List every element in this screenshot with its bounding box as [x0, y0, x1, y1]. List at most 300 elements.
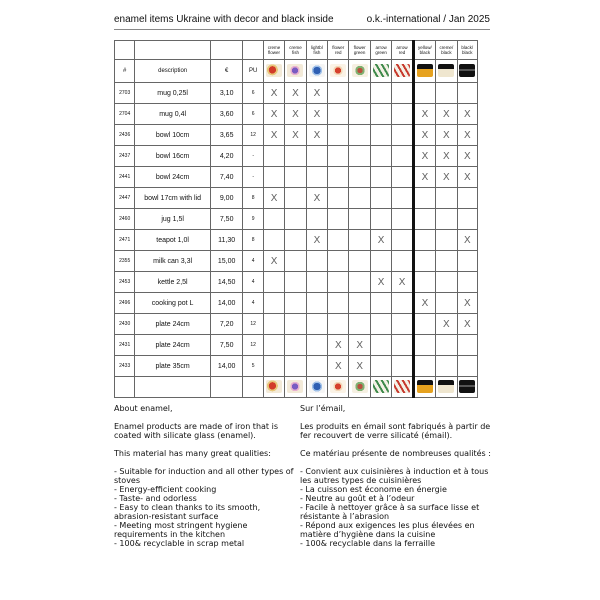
decor-swatch-cell [263, 60, 284, 83]
creme-black-swatch-icon [438, 380, 454, 393]
item-pu: 8 [243, 188, 263, 209]
availability-cell [457, 356, 477, 377]
available-mark: X [313, 129, 321, 141]
quality-list-item: - Neutre au goût et à l’odeur [300, 494, 415, 503]
item-number: 2437 [115, 146, 135, 167]
fr-qualities-list [300, 467, 492, 548]
decor-name-line2: black [462, 50, 473, 55]
availability-cell [392, 230, 413, 251]
availability-cell [392, 356, 413, 377]
item-price: 3,60 [210, 104, 243, 125]
decor-name-line2: flower [268, 50, 281, 55]
availability-cell [349, 167, 370, 188]
item-description: cooking pot L [135, 293, 210, 314]
availability-cell [285, 209, 306, 230]
availability-cell [436, 251, 457, 272]
availability-cell [413, 293, 435, 314]
table-row [115, 335, 478, 356]
availability-cell [392, 335, 413, 356]
table-row [115, 167, 478, 188]
availability-cell [306, 188, 327, 209]
available-mark: X [442, 108, 450, 120]
item-pu: 12 [243, 335, 263, 356]
item-description: mug 0,4l [135, 104, 210, 125]
availability-cell [370, 188, 391, 209]
table-row [115, 356, 478, 377]
decor-name-line1: creme [289, 45, 302, 50]
item-pu: - [243, 146, 263, 167]
decor-name-line1: black/ [461, 45, 474, 50]
availability-cell [349, 104, 370, 125]
item-pu: 4 [243, 251, 263, 272]
creme-flower-swatch-icon [266, 380, 282, 393]
available-mark: X [463, 318, 471, 330]
decor-name-line1: arrow [375, 45, 387, 50]
flower-green-swatch-icon [352, 64, 368, 77]
available-mark: X [313, 108, 321, 120]
availability-cell [328, 209, 349, 230]
availability-cell [285, 104, 306, 125]
decor-name-line2: green [353, 50, 366, 55]
availability-cell [457, 104, 477, 125]
item-price: 14,00 [210, 356, 243, 377]
availability-cell [436, 314, 457, 335]
decor-swatch-cell [285, 60, 306, 83]
flower-green-swatch-icon [352, 380, 368, 393]
col-header-price: € [210, 60, 243, 83]
availability-cell [457, 230, 477, 251]
availability-cell [306, 272, 327, 293]
availability-cell [436, 335, 457, 356]
availability-cell [263, 293, 284, 314]
availability-cell [263, 83, 284, 104]
available-mark: X [421, 171, 429, 183]
item-number: 2433 [115, 356, 135, 377]
available-mark: X [463, 234, 471, 246]
availability-cell [328, 125, 349, 146]
available-mark: X [313, 192, 321, 204]
availability-cell [413, 272, 435, 293]
decor-swatch-cell [392, 377, 413, 398]
availability-cell [457, 209, 477, 230]
availability-cell [413, 125, 435, 146]
decor-name-line2: red [398, 50, 406, 55]
item-number: 2703 [115, 83, 135, 104]
availability-cell [285, 293, 306, 314]
decor-swatch-cell [413, 377, 435, 398]
availability-cell [436, 356, 457, 377]
decor-name-line2: red [335, 50, 342, 55]
table-row [115, 293, 478, 314]
item-description: jug 1,5l [135, 209, 210, 230]
available-mark: X [356, 360, 364, 372]
availability-cell [413, 230, 435, 251]
availability-cell [413, 335, 435, 356]
availability-cell [263, 209, 284, 230]
available-mark: X [463, 171, 471, 183]
header-blank-cell [210, 41, 243, 60]
availability-cell [306, 335, 327, 356]
availability-cell [457, 251, 477, 272]
item-price: 3,10 [210, 83, 243, 104]
table-row [115, 314, 478, 335]
availability-cell [370, 146, 391, 167]
availability-cell [306, 209, 327, 230]
availability-cell [392, 167, 413, 188]
arrow-red-swatch-icon [394, 380, 410, 393]
title-left: enamel items Ukraine with decor and black inside [114, 14, 334, 25]
quality-list-item: - Easy to clean thanks to its smooth, abrasion-resistant surface [114, 503, 261, 521]
decor-swatch-cell [392, 60, 413, 83]
availability-cell [263, 167, 284, 188]
availability-cell [413, 209, 435, 230]
available-mark: X [292, 129, 299, 141]
black-black-swatch-icon [459, 380, 475, 393]
available-mark: X [463, 297, 471, 309]
available-mark: X [421, 129, 429, 141]
arrow-red-swatch-icon [394, 64, 410, 77]
en-heading: About enamel, [114, 404, 173, 413]
item-description: bowl 10cm [135, 125, 210, 146]
available-mark: X [463, 150, 471, 162]
fr-qualities: Ce matériau présente de nombreuses qualités : [300, 449, 491, 458]
lightblue-fish-swatch-icon [309, 64, 325, 77]
item-pu: 4 [243, 293, 263, 314]
quality-list-item: - Répond aux exigences les plus élevées en matière d’hygiène dans la cuisine [300, 521, 475, 539]
availability-cell [306, 83, 327, 104]
availability-cell [349, 272, 370, 293]
available-mark: X [270, 192, 278, 204]
available-mark: X [313, 234, 321, 246]
item-number: 2471 [115, 230, 135, 251]
item-pu: 12 [243, 314, 263, 335]
availability-cell [349, 356, 370, 377]
title-divider [114, 29, 490, 30]
footer-blank-cell [210, 377, 243, 398]
available-mark: X [463, 129, 471, 141]
item-number: 2441 [115, 167, 135, 188]
availability-cell [263, 251, 284, 272]
quality-list-item: - Energy-efficient cooking [114, 485, 217, 494]
table-row [115, 104, 478, 125]
item-description: plate 24cm [135, 314, 210, 335]
item-price: 4,20 [210, 146, 243, 167]
availability-cell [413, 83, 435, 104]
decor-name-line2: black [419, 50, 431, 55]
availability-cell [370, 335, 391, 356]
available-mark: X [334, 339, 342, 351]
item-number: 2355 [115, 251, 135, 272]
decor-name-line1: flower [353, 45, 366, 50]
table-row [115, 251, 478, 272]
decor-swatch-cell [349, 377, 370, 398]
availability-cell [328, 251, 349, 272]
availability-cell [328, 356, 349, 377]
item-number: 2436 [115, 125, 135, 146]
availability-cell [349, 125, 370, 146]
availability-cell [328, 335, 349, 356]
footer-blank-cell [115, 377, 135, 398]
availability-cell [306, 314, 327, 335]
availability-cell [285, 188, 306, 209]
availability-cell [370, 272, 391, 293]
available-mark: X [421, 297, 429, 309]
arrow-green-swatch-icon [373, 380, 389, 393]
available-mark: X [421, 150, 429, 162]
en-qualities: This material has many great qualities: [114, 449, 271, 458]
decor-name-cell [285, 41, 306, 60]
availability-cell [457, 335, 477, 356]
availability-cell [306, 104, 327, 125]
item-description: teapot 1,0l [135, 230, 210, 251]
flower-red-swatch-icon [330, 64, 346, 77]
availability-cell [349, 335, 370, 356]
availability-cell [306, 251, 327, 272]
decor-name-cell [413, 41, 435, 60]
decor-name-line1: creme [267, 45, 281, 50]
availability-cell [370, 167, 391, 188]
quality-list-item: - 100& recyclable in scrap metal [114, 539, 245, 548]
fr-heading: Sur l’émail, [300, 404, 346, 413]
black-black-swatch-icon [459, 64, 475, 77]
item-pu: 6 [243, 83, 263, 104]
decor-swatch-cell [285, 377, 306, 398]
availability-cell [306, 125, 327, 146]
item-price: 14,00 [210, 293, 243, 314]
header-blank-cell [115, 41, 135, 60]
decor-name-line2: fish [313, 50, 321, 55]
item-price: 11,30 [210, 230, 243, 251]
available-mark: X [270, 255, 278, 267]
header-row-columns [115, 60, 478, 83]
availability-cell [392, 209, 413, 230]
available-mark: X [334, 360, 342, 372]
table-row [115, 146, 478, 167]
availability-cell [285, 335, 306, 356]
availability-cell [349, 188, 370, 209]
available-mark: X [270, 129, 278, 141]
decor-name-cell [392, 41, 413, 60]
item-price: 7,50 [210, 335, 243, 356]
availability-cell [436, 272, 457, 293]
availability-cell [413, 356, 435, 377]
item-price: 7,20 [210, 314, 243, 335]
available-mark: X [377, 234, 385, 246]
available-mark: X [398, 276, 406, 288]
availability-cell [306, 356, 327, 377]
item-price: 9,00 [210, 188, 243, 209]
document-title [114, 14, 490, 25]
item-price: 14,50 [210, 272, 243, 293]
available-mark: X [270, 87, 278, 99]
decor-name-cell [370, 41, 391, 60]
yellow-black-swatch-icon [417, 64, 433, 77]
quality-list-item: - Meeting most stringent hygiene requirements in the kitchen [114, 521, 248, 539]
availability-cell [457, 293, 477, 314]
quality-list-item: - Facile à nettoyer grâce à sa surface lisse et résistante à l’abrasion [300, 503, 480, 521]
availability-cell [285, 167, 306, 188]
item-description: plate 24cm [135, 335, 210, 356]
availability-cell [436, 83, 457, 104]
decor-name-line1: lightbl [310, 45, 323, 50]
product-table [114, 40, 478, 398]
availability-cell [328, 230, 349, 251]
quality-list-item: - 100& recyclable dans la ferraille [300, 539, 436, 548]
decor-swatch-cell [349, 60, 370, 83]
available-mark: X [463, 108, 471, 120]
availability-cell [285, 272, 306, 293]
decor-swatch-cell [436, 377, 457, 398]
availability-cell [436, 125, 457, 146]
item-price: 3,65 [210, 125, 243, 146]
availability-cell [328, 293, 349, 314]
availability-cell [285, 146, 306, 167]
availability-cell [263, 146, 284, 167]
availability-cell [370, 356, 391, 377]
availability-cell [263, 335, 284, 356]
availability-cell [306, 293, 327, 314]
footer-blank-cell [135, 377, 210, 398]
decor-name-cell [349, 41, 370, 60]
availability-cell [349, 293, 370, 314]
availability-cell [436, 104, 457, 125]
availability-cell [349, 230, 370, 251]
item-pu: 4 [243, 272, 263, 293]
item-number: 2460 [115, 209, 135, 230]
footer-blank-cell [243, 377, 263, 398]
availability-cell [328, 167, 349, 188]
availability-cell [413, 104, 435, 125]
availability-cell [285, 314, 306, 335]
yellow-black-swatch-icon [417, 380, 433, 393]
availability-cell [370, 83, 391, 104]
item-number: 2431 [115, 335, 135, 356]
table-row [115, 188, 478, 209]
availability-cell [457, 83, 477, 104]
availability-cell [328, 272, 349, 293]
available-mark: X [356, 339, 364, 351]
item-price: 7,40 [210, 167, 243, 188]
availability-cell [436, 293, 457, 314]
arrow-green-swatch-icon [373, 64, 389, 77]
decor-swatch-cell [306, 60, 327, 83]
table-row [115, 209, 478, 230]
availability-cell [263, 104, 284, 125]
decor-name-line1: flower [332, 45, 345, 50]
availability-cell [349, 251, 370, 272]
availability-cell [436, 209, 457, 230]
item-description: kettle 2,5l [135, 272, 210, 293]
availability-cell [392, 146, 413, 167]
decor-name-cell [457, 41, 477, 60]
decor-swatch-cell [328, 60, 349, 83]
fr-intro: Les produits en émail sont fabriqués à partir de fer recouvert de verre silicaté (émail). [300, 422, 491, 440]
available-mark: X [421, 108, 429, 120]
decor-name-cell [328, 41, 349, 60]
availability-cell [370, 125, 391, 146]
available-mark: X [270, 108, 278, 120]
availability-cell [328, 314, 349, 335]
availability-cell [285, 230, 306, 251]
availability-cell [328, 83, 349, 104]
header-blank-cell [243, 41, 263, 60]
available-mark: X [292, 108, 299, 120]
decor-name-line1: arrow [396, 45, 408, 50]
col-header-pu: PU [243, 60, 263, 83]
en-intro: Enamel products are made of iron that is coated with silicate glass (enamel). [114, 422, 278, 440]
available-mark: X [442, 129, 450, 141]
availability-cell [328, 104, 349, 125]
availability-cell [263, 314, 284, 335]
availability-cell [349, 146, 370, 167]
available-mark: X [442, 150, 450, 162]
decor-swatch-cell [263, 377, 284, 398]
availability-cell [436, 146, 457, 167]
flower-red-swatch-icon [330, 380, 346, 393]
item-description: mug 0,25l [135, 83, 210, 104]
decor-name-line2: black [441, 50, 452, 55]
availability-cell [263, 272, 284, 293]
availability-cell [392, 272, 413, 293]
item-description: milk can 3,3l [135, 251, 210, 272]
decor-swatch-cell [457, 60, 477, 83]
availability-cell [370, 251, 391, 272]
availability-cell [285, 251, 306, 272]
availability-cell [392, 83, 413, 104]
creme-flower-swatch-icon [266, 64, 282, 77]
item-number: 2447 [115, 188, 135, 209]
decor-name-cell [436, 41, 457, 60]
header-row-decor-names [115, 41, 478, 60]
item-number: 2453 [115, 272, 135, 293]
availability-cell [263, 125, 284, 146]
available-mark: X [313, 87, 321, 99]
availability-cell [392, 251, 413, 272]
col-header-num: # [115, 60, 135, 83]
availability-cell [457, 167, 477, 188]
availability-cell [413, 314, 435, 335]
lightblue-fish-swatch-icon [309, 380, 325, 393]
availability-cell [392, 104, 413, 125]
availability-cell [413, 167, 435, 188]
availability-cell [457, 188, 477, 209]
creme-fish-swatch-icon [287, 64, 303, 77]
decor-name-line1: creme/ [439, 45, 454, 50]
availability-cell [413, 146, 435, 167]
availability-cell [392, 125, 413, 146]
quality-list-item: - Taste- and odorless [114, 494, 197, 503]
creme-black-swatch-icon [438, 64, 454, 77]
availability-cell [370, 230, 391, 251]
decor-name-line2: fish [291, 50, 299, 55]
quality-list-item: - Suitable for induction and all other types of stoves [114, 467, 294, 485]
footer-swatch-row [115, 377, 478, 398]
item-number: 2430 [115, 314, 135, 335]
availability-cell [413, 188, 435, 209]
item-pu: 6 [243, 104, 263, 125]
availability-cell [436, 230, 457, 251]
availability-cell [413, 251, 435, 272]
availability-cell [457, 146, 477, 167]
decor-name-line1: yellow/ [418, 45, 432, 50]
decor-swatch-cell [370, 60, 391, 83]
item-description: plate 35cm [135, 356, 210, 377]
quality-list-item: - Convient aux cuisinières à induction et à tous les autres types de cuisinières [300, 467, 489, 485]
availability-cell [436, 167, 457, 188]
availability-cell [457, 272, 477, 293]
availability-cell [457, 314, 477, 335]
decor-swatch-cell [328, 377, 349, 398]
